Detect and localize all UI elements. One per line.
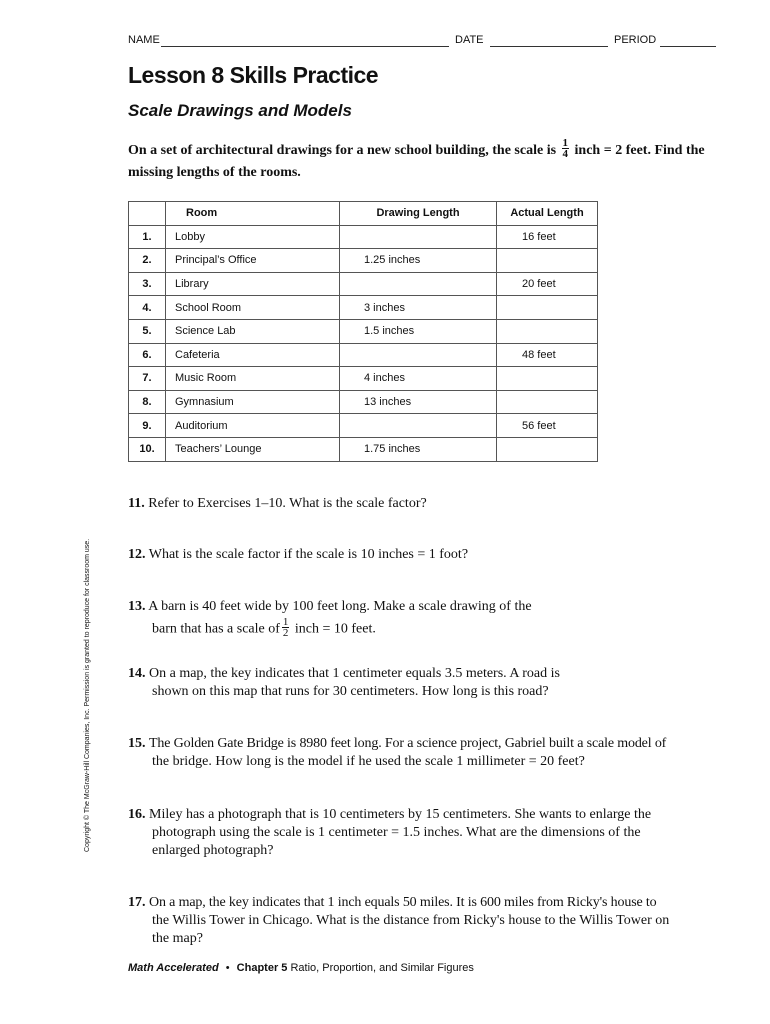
room-name: Principal’s Office: [166, 249, 340, 273]
copyright-notice: Copyright © The McGraw-Hill Companies, Inc. Permission is granted to reproduce for classroom use.: [84, 538, 91, 852]
question-text: On a map, the key indicates that 1 inch equals 50 miles. It is 600 miles from Ricky's house to: [149, 895, 657, 910]
room-name: Library: [166, 272, 340, 296]
fraction-numerator: 1: [282, 616, 289, 628]
room-name: Teachers’ Lounge: [166, 437, 340, 461]
row-number: 9.: [129, 414, 166, 438]
fraction-numerator: 1: [562, 137, 569, 150]
chapter-title: Ratio, Proportion, and Similar Figures: [290, 962, 474, 974]
table-row: [129, 437, 598, 461]
date-line[interactable]: [490, 46, 608, 47]
name-line[interactable]: [161, 46, 449, 47]
question-text: inch = 10 feet.: [294, 621, 376, 637]
fraction-denominator: 2: [282, 627, 289, 639]
footer-bullet: •: [225, 962, 230, 974]
row-number: 2.: [129, 249, 166, 273]
chapter-label: Chapter 5: [236, 962, 288, 974]
table-row: [129, 296, 598, 320]
drawing-length-cell: 1.75 inches: [340, 437, 497, 461]
instructions: [128, 137, 728, 184]
name-date-period-header: [128, 34, 718, 50]
table-row: [129, 225, 598, 249]
drawing-length-cell[interactable]: [340, 414, 497, 438]
table-row: [129, 272, 598, 296]
question-text: A barn is 40 feet wide by 100 feet long. Make a scale drawing of the: [148, 599, 532, 614]
table-row: [129, 319, 598, 343]
fraction-denominator: 4: [562, 148, 569, 161]
question-15: [128, 735, 738, 771]
question-12: [128, 546, 728, 564]
fraction-one-half: [282, 617, 290, 638]
question-number: 17.: [128, 895, 146, 910]
row-number: 5.: [129, 319, 166, 343]
question-number: 12.: [128, 547, 146, 562]
table-row: [129, 343, 598, 367]
row-number: 10.: [129, 437, 166, 461]
page-title: Lesson 8 Skills Practice: [128, 62, 379, 88]
date-label: DATE: [455, 34, 484, 46]
drawing-length-cell: 1.25 inches: [340, 249, 497, 273]
question-text-continued: the Willis Tower in Chicago. What is the distance from Ricky's house to the Willis Tower on: [152, 913, 670, 928]
question-text-continued: shown on this map that runs for 30 centimeters. How long is this road?: [152, 684, 549, 699]
instructions-text-start: On a set of architectural drawings for a new school building, the scale is: [128, 143, 557, 158]
table-row: [129, 367, 598, 391]
question-number: 11.: [128, 496, 145, 511]
question-number: 16.: [128, 807, 146, 822]
room-name: Lobby: [166, 225, 340, 249]
actual-length-cell[interactable]: [497, 437, 598, 461]
question-text: Refer to Exercises 1–10. What is the scale factor?: [148, 496, 427, 511]
row-number: 6.: [129, 343, 166, 367]
question-number: 13.: [128, 599, 146, 614]
question-16: [128, 806, 728, 860]
row-number: 7.: [129, 367, 166, 391]
drawing-length-cell[interactable]: [340, 272, 497, 296]
question-14: [128, 665, 728, 701]
column-header-number: [129, 202, 166, 226]
question-11: [128, 495, 728, 513]
instructions-text-end: inch = 2 feet. Find the missing lengths of the rooms.: [128, 143, 705, 180]
row-number: 3.: [129, 272, 166, 296]
question-number: 14.: [128, 666, 146, 681]
room-name: Auditorium: [166, 414, 340, 438]
question-13: [128, 598, 728, 640]
room-lengths-table: [128, 201, 598, 462]
table-row: [129, 249, 598, 273]
column-header-actual-length: Actual Length: [497, 202, 598, 226]
actual-length-cell[interactable]: [497, 319, 598, 343]
question-text-continued: [128, 616, 728, 640]
room-name: School Room: [166, 296, 340, 320]
table-row: [129, 414, 598, 438]
page-subtitle: Scale Drawings and Models: [128, 101, 352, 120]
question-text: barn that has a scale of: [152, 621, 280, 637]
room-name: Music Room: [166, 367, 340, 391]
actual-length-cell: 16 feet: [497, 225, 598, 249]
room-name: Gymnasium: [166, 390, 340, 414]
row-number: 8.: [129, 390, 166, 414]
question-number: 15.: [128, 736, 146, 751]
actual-length-cell[interactable]: [497, 296, 598, 320]
column-header-room: Room: [166, 202, 340, 226]
fraction-one-quarter: [562, 138, 570, 159]
actual-length-cell[interactable]: [497, 249, 598, 273]
row-number: 1.: [129, 225, 166, 249]
row-number: 4.: [129, 296, 166, 320]
book-title: Math Accelerated: [128, 962, 219, 974]
drawing-length-cell: 1.5 inches: [340, 319, 497, 343]
question-17: [128, 894, 738, 948]
period-line[interactable]: [660, 46, 716, 47]
drawing-length-cell: 4 inches: [340, 367, 497, 391]
question-text-continued: the map?: [152, 931, 203, 946]
table-row: [129, 390, 598, 414]
question-text: On a map, the key indicates that 1 centimeter equals 3.5 meters. A road is: [149, 666, 560, 681]
page-footer: [128, 962, 474, 974]
drawing-length-cell[interactable]: [340, 343, 497, 367]
name-label: NAME: [128, 34, 160, 46]
question-text: The Golden Gate Bridge is 8980 feet long. For a science project, Gabriel built a scale model of: [149, 736, 667, 751]
actual-length-cell[interactable]: [497, 390, 598, 414]
actual-length-cell: 20 feet: [497, 272, 598, 296]
room-name: Cafeteria: [166, 343, 340, 367]
column-header-drawing-length: Drawing Length: [340, 202, 497, 226]
question-text: Miley has a photograph that is 10 centimeters by 15 centimeters. She wants to enlarge the: [149, 807, 652, 822]
drawing-length-cell: 3 inches: [340, 296, 497, 320]
actual-length-cell: 48 feet: [497, 343, 598, 367]
actual-length-cell[interactable]: [497, 367, 598, 391]
question-text-continued: enlarged photograph?: [152, 843, 274, 858]
period-label: PERIOD: [614, 34, 657, 46]
table-header-row: [129, 202, 598, 226]
drawing-length-cell: 13 inches: [340, 390, 497, 414]
question-text-continued: the bridge. How long is the model if he used the scale 1 millimeter = 20 feet?: [152, 754, 585, 769]
actual-length-cell: 56 feet: [497, 414, 598, 438]
room-name: Science Lab: [166, 319, 340, 343]
drawing-length-cell[interactable]: [340, 225, 497, 249]
question-text: What is the scale factor if the scale is 10 inches = 1 foot?: [148, 547, 469, 562]
question-text-continued: photograph using the scale is 1 centimeter = 1.5 inches. What are the dimensions of the: [152, 825, 641, 840]
